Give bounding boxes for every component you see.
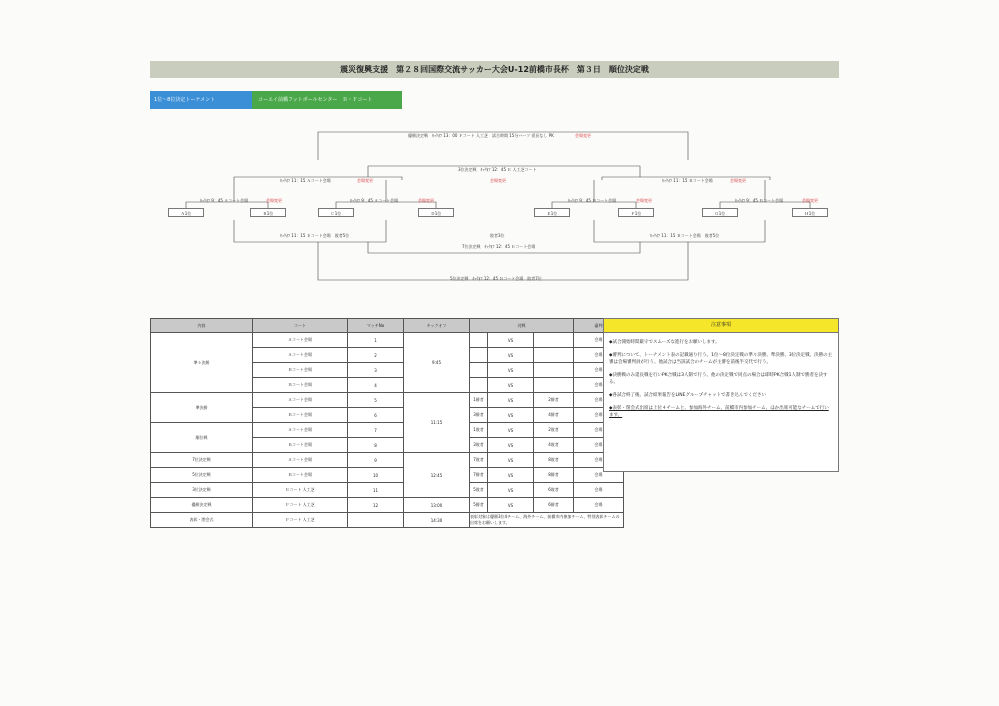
r1-b-status: 会場変更: [418, 198, 434, 203]
row-team-b: [534, 378, 574, 393]
team-box: Ｃ1位: [318, 208, 354, 217]
notes-title: 注意事項: [604, 319, 838, 333]
r1-c-info: ｷｯｸｵﾌ 9：45 Ｂコート会場: [568, 198, 617, 203]
row-referee: 会場: [574, 423, 624, 438]
row-team-b: 8勝者: [534, 468, 574, 483]
row-team-b: 2勝者: [534, 393, 574, 408]
row-team-b: 6勝者: [534, 498, 574, 513]
row-team-a: 5敗者: [470, 483, 488, 498]
table-row: [151, 453, 624, 468]
row-type: 5位決定戦: [151, 468, 253, 483]
row-match-no: [348, 513, 404, 528]
row-vs: VS: [488, 423, 534, 438]
row-court: Ｂコート会場: [253, 468, 348, 483]
row-referee: 会場: [574, 483, 624, 498]
header-cell: 対戦: [470, 319, 574, 333]
r1-d-status: 会場変更: [802, 198, 818, 203]
row-referee: 会場: [574, 348, 624, 363]
row-team-a: [470, 348, 488, 363]
row-kickoff: 12:45: [404, 453, 470, 498]
row-referee: 会場: [574, 498, 624, 513]
row-referee: 会場: [574, 408, 624, 423]
header-cell: 審判: [574, 319, 624, 333]
row-type: 準々決勝: [151, 333, 253, 393]
team-box: Ｆ1位: [618, 208, 654, 217]
note-item: ◆審判について、トーナメント表の記載通り行う。1位～8位決定戦の準々決勝、準決勝、3位決定戦、決勝の主審は会場審判員が行う。他試合は当該試合のチームが主審を前後半交代で行う。: [609, 353, 833, 365]
notes-panel: [603, 318, 839, 472]
lower-left-info: ｷｯｸｵﾌ 11：15 Ｅコート会場 敗者5位: [280, 233, 350, 238]
row-type: 優勝決定戦: [151, 498, 253, 513]
row-court: Ｂコート会場: [253, 438, 348, 453]
row-team-a: 7勝者: [470, 468, 488, 483]
row-kickoff: 11:15: [404, 393, 470, 453]
table-row: [151, 483, 624, 498]
left-qf-info: ｷｯｸｵﾌ 11：15 Ａコート会場: [280, 178, 331, 183]
note-item: ◆表彰・閉会式出席は上位４チームと、参加海外チーム、前橋市内参加チーム、ほか出席可能なチームで行います。: [609, 406, 829, 418]
row-team-b: 4勝者: [534, 408, 574, 423]
final-info: 優勝決定戦 ｷｯｸｵﾌ 13：00 Ｆコート 人工芝 試合時間 15分ハーフ 延長なし PK: [408, 133, 554, 138]
team-box: Ｂ1位: [250, 208, 286, 217]
row-court: Ｂコート会場: [253, 363, 348, 378]
table-row: [151, 393, 624, 408]
team-box: Ｅ1位: [534, 208, 570, 217]
row-match-no: 11: [348, 483, 404, 498]
row-court: Ｆコート 人工芝: [253, 498, 348, 513]
right-qf-info: ｷｯｸｵﾌ 11：15 Ｂコート会場: [662, 178, 713, 183]
row-vs: VS: [488, 378, 534, 393]
left-qf-status: 会場変更: [357, 178, 373, 183]
row-team-a: 3敗者: [470, 438, 488, 453]
note-item: ◆各試合終了後、試合結果報告をLINEグループチャットで書き込んでください: [609, 393, 767, 398]
row-team-b: 2敗者: [534, 423, 574, 438]
r1-d-info: ｷｯｸｵﾌ 9：45 Ｂコート会場: [735, 198, 784, 203]
header-cell: 内容: [151, 319, 253, 333]
schedule-table: [150, 318, 624, 528]
row-court: Ａコート会場: [253, 333, 348, 348]
row-referee: 会場: [574, 363, 624, 378]
row-team-a: 1勝者: [470, 393, 488, 408]
r1-a-info: ｷｯｸｵﾌ 9：45 Ａコート会場: [200, 198, 249, 203]
table-row: [151, 423, 624, 438]
semi-status: 会場変更: [490, 178, 506, 183]
row-court: Ａコート会場: [253, 348, 348, 363]
row-type: 3位決定戦: [151, 483, 253, 498]
row-vs: VS: [488, 393, 534, 408]
row-team-a: 3勝者: [470, 408, 488, 423]
row-team-a: 7敗者: [470, 453, 488, 468]
row-note: 表彰対象は優勝3位4チーム、海外チーム、前橋市内参加チーム、特別表彰チームの出席をお願いします。: [470, 513, 624, 528]
header-cell: コート: [253, 319, 348, 333]
row-kickoff: 13:00: [404, 498, 470, 513]
row-match-no: 2: [348, 348, 404, 363]
row-vs: VS: [488, 438, 534, 453]
row-match-no: 5: [348, 393, 404, 408]
row-court: Ｂコート会場: [253, 378, 348, 393]
row-court: Ｆコート 人工芝: [253, 513, 348, 528]
row-team-a: 5勝者: [470, 498, 488, 513]
schedule-header-row: [151, 319, 624, 333]
row-kickoff: 9:45: [404, 333, 470, 393]
row-referee: 会場: [574, 378, 624, 393]
row-vs: VS: [488, 408, 534, 423]
row-vs: VS: [488, 498, 534, 513]
fifth-place-info: 5位決定戦 ｷｯｸｵﾌ 12：45 Ｂコート会場 敗者7位: [450, 276, 542, 281]
lower-mid-label: 敗者3位: [490, 233, 505, 238]
row-vs: VS: [488, 363, 534, 378]
header-cell: マッチNo: [348, 319, 404, 333]
row-referee: 会場: [574, 438, 624, 453]
r1-b-info: ｷｯｸｵﾌ 9：45 Ａコート会場: [350, 198, 399, 203]
header-cell: キックオフ: [404, 319, 470, 333]
row-team-b: 8敗者: [534, 453, 574, 468]
table-row: [151, 468, 624, 483]
row-referee: 会場: [574, 333, 624, 348]
row-team-a: [470, 333, 488, 348]
third-place-info: 3位決定戦 ｷｯｸｵﾌ 12：45 Ｅ 人工芝コート: [458, 167, 537, 172]
row-match-no: 4: [348, 378, 404, 393]
document-title: 震災復興支援 第２８回国際交流サッカー大会U-12前橋市長杯 第３日 順位決定戦: [150, 61, 839, 78]
row-match-no: 8: [348, 438, 404, 453]
row-vs: VS: [488, 453, 534, 468]
row-vs: VS: [488, 333, 534, 348]
tab-venue: コーエイ前橋フットボールセンター Ｂ・Ｆコート: [252, 91, 402, 109]
r1-c-status: 会場変更: [636, 198, 652, 203]
team-box: Ｈ1位: [792, 208, 828, 217]
table-row: [151, 513, 624, 528]
row-type: 順位戦: [151, 423, 253, 453]
row-match-no: 7: [348, 423, 404, 438]
tournament-bracket: [150, 120, 850, 300]
row-team-b: 6敗者: [534, 483, 574, 498]
final-status: 会場変更: [575, 133, 591, 138]
tab-tournament: 1位～8位決定トーナメント: [150, 91, 252, 109]
row-team-a: [470, 378, 488, 393]
table-row: [151, 333, 624, 348]
row-type: 7位決定戦: [151, 453, 253, 468]
row-court: Ｅコート 人工芝: [253, 483, 348, 498]
row-kickoff: 14:30: [404, 513, 470, 528]
row-vs: VS: [488, 483, 534, 498]
right-qf-status: 会場変更: [730, 178, 746, 183]
row-match-no: 6: [348, 408, 404, 423]
row-referee: 会場: [574, 393, 624, 408]
row-court: Ａコート会場: [253, 393, 348, 408]
row-match-no: 1: [348, 333, 404, 348]
row-vs: VS: [488, 348, 534, 363]
row-court: Ａコート会場: [253, 453, 348, 468]
row-team-b: [534, 363, 574, 378]
row-team-b: 4敗者: [534, 438, 574, 453]
row-match-no: 3: [348, 363, 404, 378]
row-team-b: [534, 333, 574, 348]
team-box: Ｇ1位: [702, 208, 738, 217]
row-team-b: [534, 348, 574, 363]
note-item: ◆試合開始時間厳守でスムーズな進行をお願いします。: [609, 340, 720, 345]
row-referee: 会場: [574, 468, 624, 483]
row-match-no: 12: [348, 498, 404, 513]
row-vs: VS: [488, 468, 534, 483]
lower-right-info: ｷｯｸｵﾌ 11：15 Ｂコート会場 敗者5位: [650, 233, 720, 238]
row-court: Ａコート会場: [253, 423, 348, 438]
row-type: 表彰・閉会式: [151, 513, 253, 528]
row-referee: 会場: [574, 453, 624, 468]
seventh-place-info: 7位決定戦 ｷｯｸｵﾌ 12：45 Ｅコート会場: [462, 244, 536, 249]
row-match-no: 9: [348, 453, 404, 468]
r1-a-status: 会場変更: [266, 198, 282, 203]
team-box: Ａ1位: [168, 208, 204, 217]
note-item: ◆決勝戦のみ延長戦を行いPK合戦は3人制で行う。他の決定戦で同点の場合は即時PK合戦1人制で勝者を決する。: [609, 373, 828, 385]
row-team-a: 1敗者: [470, 423, 488, 438]
row-court: Ｂコート会場: [253, 408, 348, 423]
row-match-no: 10: [348, 468, 404, 483]
table-row: [151, 498, 624, 513]
team-box: Ｄ1位: [418, 208, 454, 217]
row-team-a: [470, 363, 488, 378]
row-type: 準決勝: [151, 393, 253, 423]
